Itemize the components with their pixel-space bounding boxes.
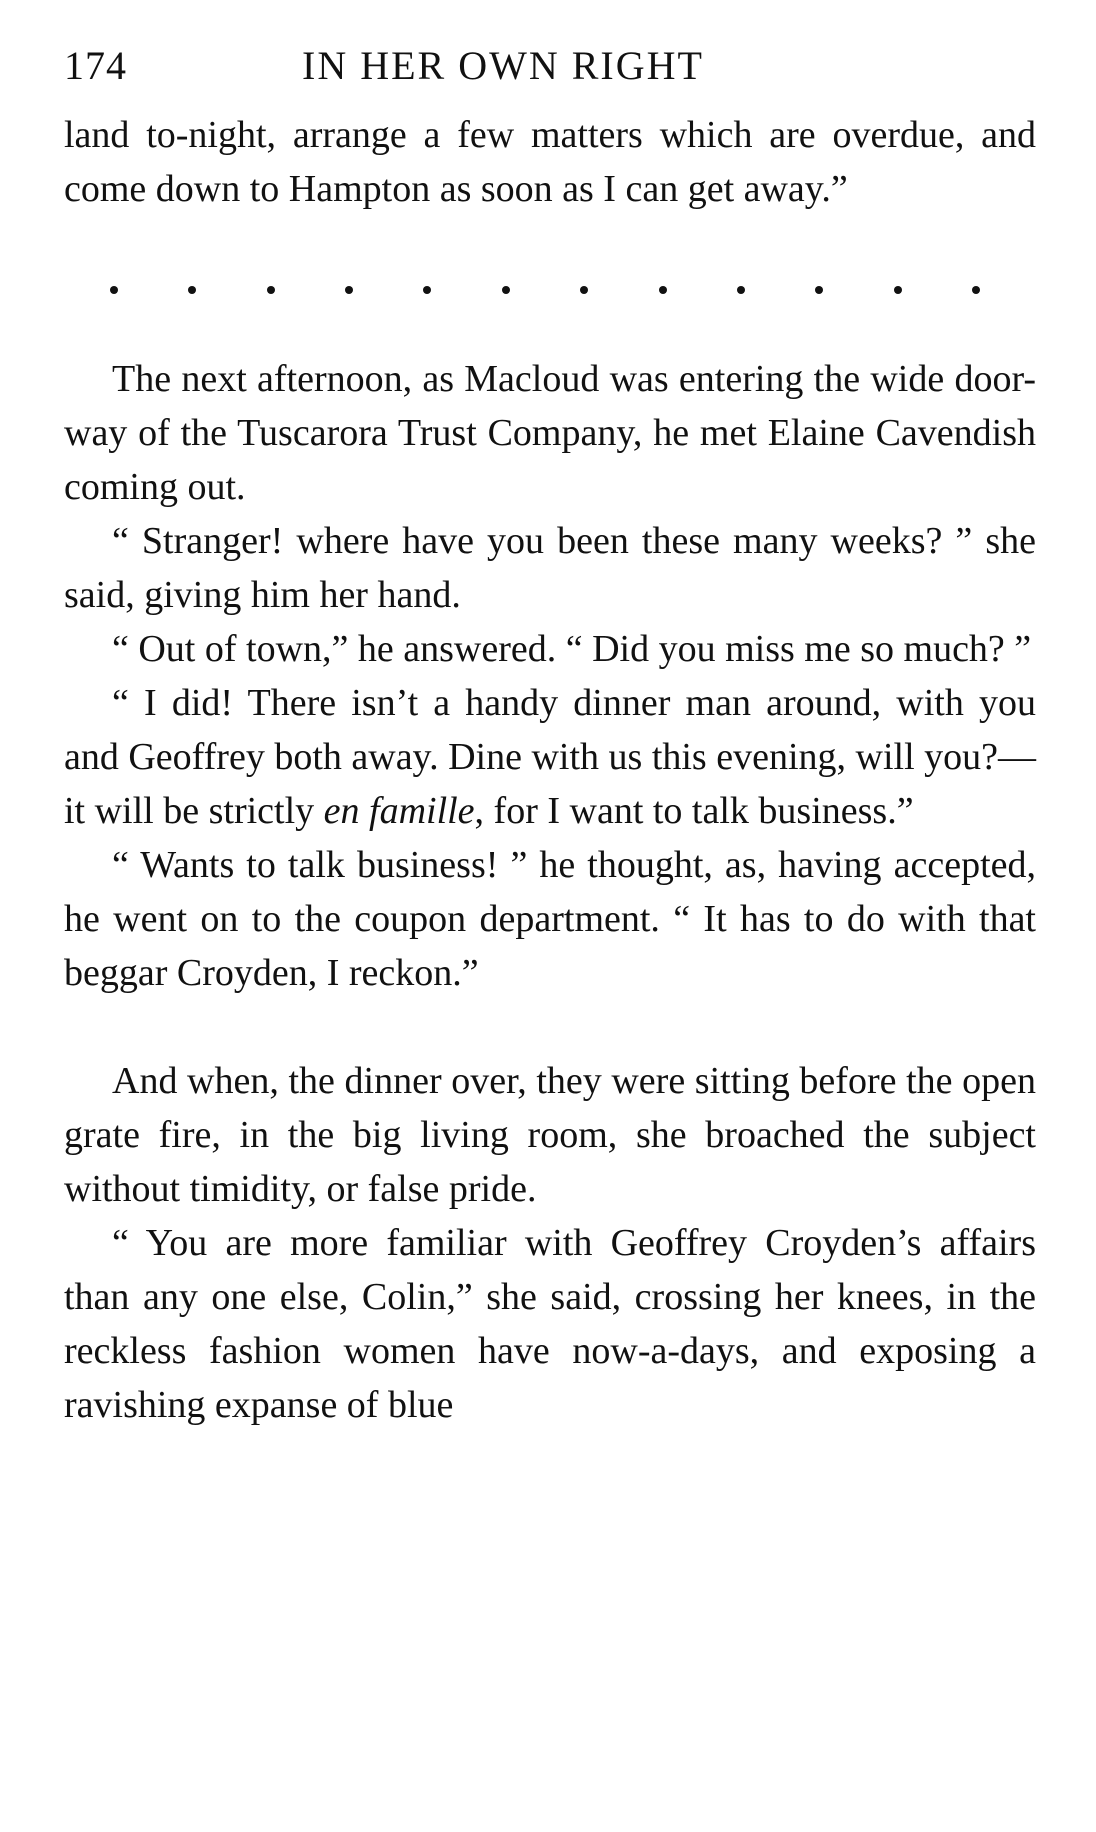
paragraph-5-text-b: , for I want to talk business.”	[474, 790, 914, 832]
ellipsis-dot	[580, 286, 588, 294]
ellipsis-dot	[502, 286, 510, 294]
paragraph-5-italic: en famille	[323, 790, 475, 832]
ellipsis-dot	[345, 286, 353, 294]
section-break-dots	[64, 286, 1036, 294]
ellipsis-dot	[659, 286, 667, 294]
paragraph-4: “ Out of town,” he answered. “ Did you miss me so much? ”	[112, 628, 1032, 670]
section-gap	[64, 1000, 1036, 1054]
paragraph-1: land to-night, arrange a few matters which are overdue, and come down to Hampton as soon as I can get away.”	[64, 114, 1036, 210]
paragraph-5	[64, 676, 1036, 838]
paragraph-5-text-a: “ I did! There isn’t a handy dinner man around, with you and Geoffrey both away. Dine with us this evening, will you?—it will be strictly	[64, 682, 1036, 832]
ellipsis-dot	[972, 286, 980, 294]
paragraph-6: “ Wants to talk business! ” he thought, as, having accepted, he went on to the coupon department. “ It has to do with that beggar Croyden, I reckon.”	[64, 844, 1036, 994]
ellipsis-dot	[110, 286, 118, 294]
ellipsis-dot	[188, 286, 196, 294]
ellipsis-dot	[815, 286, 823, 294]
paragraph-3: “ Stranger! where have you been these many weeks? ” she said, giving him her hand.	[64, 520, 1036, 616]
paragraph-8: “ You are more familiar with Geoffrey Croyden’s affairs than any one else, Colin,” she said, crossing her knees, in the reckless fashion women have now-a-days, and exposing a ravishing expanse of blue	[64, 1222, 1036, 1426]
running-head	[64, 40, 1036, 100]
ellipsis-dot	[423, 286, 431, 294]
page-number: 174	[64, 43, 127, 88]
paragraph-2: The next afternoon, as Macloud was entering the wide door-way of the Tuscarora Trust Company, he met Elaine Cavendish coming out.	[64, 358, 1036, 508]
book-page	[64, 40, 1036, 1432]
ellipsis-dot	[737, 286, 745, 294]
running-title: IN HER OWN RIGHT	[302, 43, 704, 88]
paragraph-7: And when, the dinner over, they were sitting before the open grate fire, in the big living room, she broached the subject without timidity, or false pride.	[64, 1060, 1036, 1210]
ellipsis-dot	[894, 286, 902, 294]
ellipsis-dot	[267, 286, 275, 294]
